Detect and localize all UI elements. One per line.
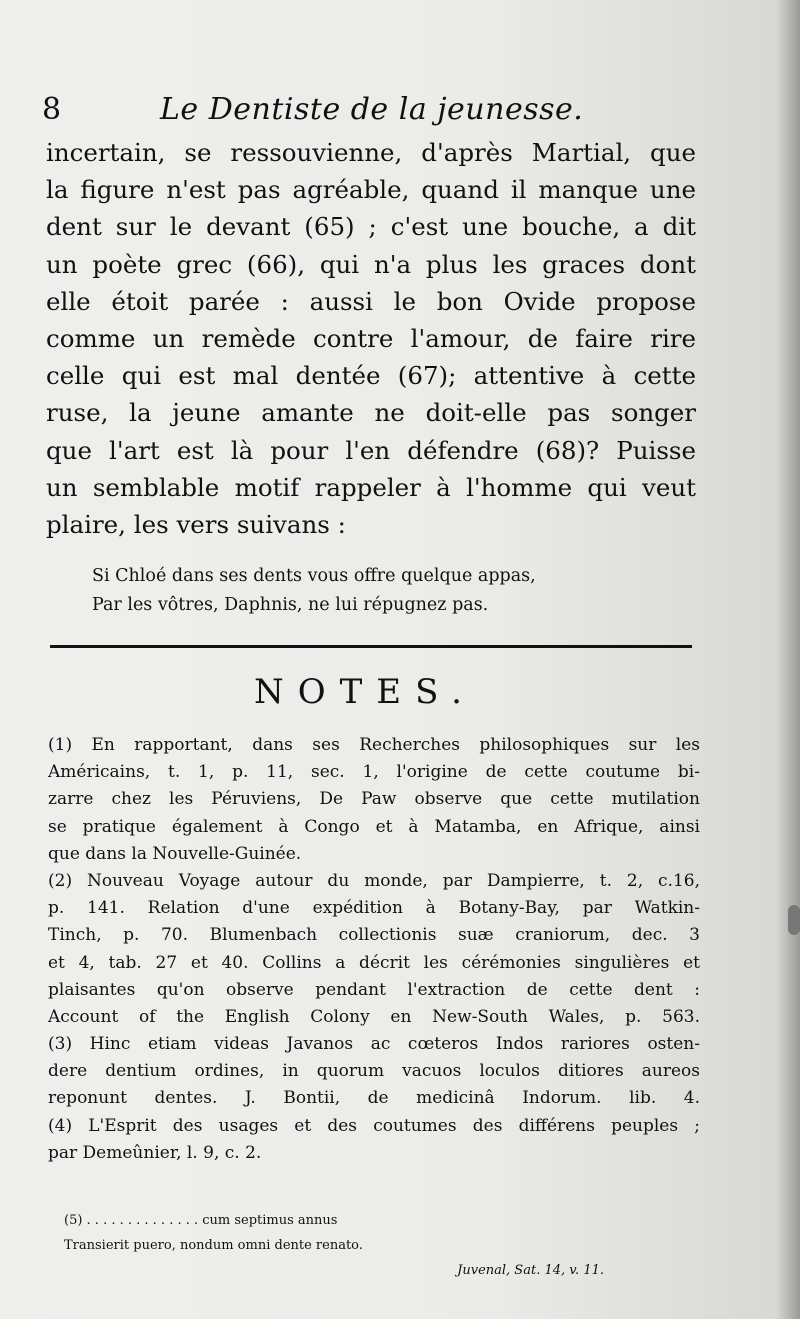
section-divider <box>50 645 692 648</box>
note5-line: Transierit puero, nondum omni dente renato. <box>64 1238 363 1253</box>
page-edge-mark <box>788 905 800 935</box>
note-line: dere dentium ordines, in quorum vacuos loculos ditiores aureos <box>48 1061 700 1082</box>
note-line: (2) Nouveau Voyage autour du monde, par Dampierre, t. 2, c.16, <box>48 870 700 891</box>
body-line: ruse, la jeune amante ne doit-elle pas songer <box>46 398 696 428</box>
note-line: p. 141. Relation d'une expédition à Botany-Bay, par Watkin- <box>48 898 700 919</box>
note-line: par Demeûnier, l. 9, c. 2. <box>48 1142 262 1163</box>
body-line: que l'art est là pour l'en défendre (68)? Puisse <box>46 435 696 465</box>
running-head <box>40 92 740 136</box>
body-line: plaire, les vers suivans : <box>46 509 346 539</box>
note-line: que dans la Nouvelle-Guinée. <box>48 843 302 864</box>
body-line: dent sur le devant (65) ; c'est une bouche, a dit <box>46 212 696 242</box>
footnote-5 <box>64 1208 604 1283</box>
notes-heading: NOTES. <box>253 672 476 712</box>
body-line: un semblable motif rappeler à l'homme qui veut <box>46 472 696 502</box>
note-line: se pratique également à Congo et à Matamba, en Afrique, ainsi <box>48 816 700 837</box>
note-line: (4) L'Esprit des usages et des coutumes des différens peuples ; <box>48 1115 700 1136</box>
note-line: reponunt dentes. J. Bontii, de medicinâ Indorum. lib. 4. <box>48 1088 700 1109</box>
note-line: (1) En rapportant, dans ses Recherches philosophiques sur les <box>48 735 700 755</box>
running-title: Le Dentiste de la jeunesse. <box>160 92 584 127</box>
body-line: celle qui est mal dentée (67); attentive à cette <box>46 361 696 391</box>
body-line: un poète grec (66), qui n'a plus les graces dont <box>46 249 696 279</box>
note-line: (3) Hinc etiam videas Javanos ac cœteros Indos rariores osten- <box>48 1034 700 1055</box>
note5-citation: Juvenal, Sat. 14, v. 11. <box>457 1263 604 1278</box>
verse-line: Par les vôtres, Daphnis, ne lui répugnez pas. <box>92 595 489 615</box>
note-line: plaisantes qu'on observe pendant l'extraction de cette dent : <box>48 979 700 1000</box>
body-line: la figure n'est pas agréable, quand il manque une <box>46 175 696 205</box>
note5-line: (5) . . . . . . . . . . . . . . cum septimus annus <box>64 1213 338 1228</box>
body-line: comme un remède contre l'amour, de faire rire <box>46 323 696 353</box>
note-line: Tinch, p. 70. Blumenbach collectionis suæ craniorum, dec. 3 <box>48 925 700 946</box>
note-line: Américains, t. 1, p. 11, sec. 1, l'origine de cette coutume bi- <box>48 762 700 783</box>
body-line: elle étoit parée : aussi le bon Ovide propose <box>46 286 696 316</box>
body-line: incertain, se ressouvienne, d'après Martial, que <box>46 138 696 167</box>
note-line: zarre chez les Péruviens, De Paw observe que cette mutilation <box>48 789 700 810</box>
body-text <box>46 134 696 543</box>
footnotes <box>48 732 700 1167</box>
verse-quote <box>92 562 652 620</box>
note-line: Account of the English Colony en New-South Wales, p. 563. <box>48 1006 700 1027</box>
note-line: et 4, tab. 27 et 40. Collins a décrit les cérémonies singulières et <box>48 952 700 973</box>
verse-line: Si Chloé dans ses dents vous offre quelque appas, <box>92 566 536 586</box>
page-number: 8 <box>42 92 62 127</box>
